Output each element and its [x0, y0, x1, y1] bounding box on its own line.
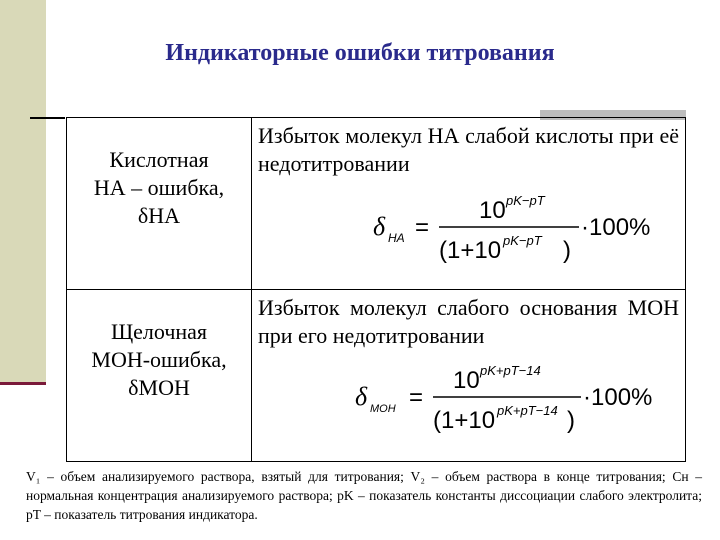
- description-cell: [252, 118, 686, 290]
- formula-graphic: [367, 188, 667, 266]
- formula-den-open: (1+10: [433, 407, 496, 434]
- label-symbol: δНА: [137, 203, 181, 228]
- formula: [258, 360, 679, 438]
- formula-num-exp: pK−pT: [506, 193, 545, 208]
- formula-delta: δ: [373, 212, 386, 241]
- label-line: Кислотная: [109, 147, 209, 172]
- formula-num-base: 10: [453, 367, 480, 394]
- page-title: Индикаторные ошибки титрования: [165, 40, 555, 66]
- formula-subscript: МОН: [370, 403, 396, 415]
- label-cell: [67, 290, 252, 462]
- formula-graphic: [349, 360, 667, 438]
- formula-equals: =: [409, 384, 424, 411]
- formula-suffix: ·100%: [583, 384, 653, 411]
- sidebar-divider: [0, 382, 46, 385]
- formula-den-close: ): [567, 407, 575, 434]
- label-line: НА – ошибка,: [93, 175, 225, 200]
- description-text: Избыток молекул слабого основания МОН при его недотитровании: [258, 295, 679, 348]
- formula-subscript: НА: [388, 231, 405, 245]
- label-line: Щелочная: [110, 319, 208, 344]
- errors-table: [66, 117, 686, 462]
- formula: [258, 188, 679, 266]
- label-symbol: δМОН: [128, 375, 190, 400]
- title-rule: [30, 117, 65, 119]
- description-cell: [252, 290, 686, 462]
- formula-num-base: 10: [479, 197, 506, 224]
- label-cell: [67, 118, 252, 290]
- table-row: [67, 118, 686, 290]
- formula-equals: =: [415, 214, 430, 241]
- formula-num-exp: pK+pT−14: [480, 363, 541, 378]
- formula-den-exp: pK+pT−14: [497, 403, 558, 418]
- label-line: МОН-ошибка,: [91, 347, 227, 372]
- formula-suffix: ·100%: [581, 214, 651, 241]
- description-text: Избыток молекул НА слабой кислоты при её недотитровании: [258, 123, 679, 176]
- formula-den-open: (1+10: [439, 237, 502, 264]
- formula-den-exp: pK−pT: [503, 233, 542, 248]
- formula-delta: δ: [355, 382, 368, 411]
- footnote: V₁ – объем анализируемого раствора, взятый для титрования; V₂ – объем раствора в конце титрования; Сн – нормальная концентрация анализируемого раствора; pK – показатель константы диссоциации слабого электролита; pT – показатель титрования индикатора.: [26, 469, 702, 522]
- table-row: [67, 290, 686, 462]
- formula-den-close: ): [563, 237, 571, 264]
